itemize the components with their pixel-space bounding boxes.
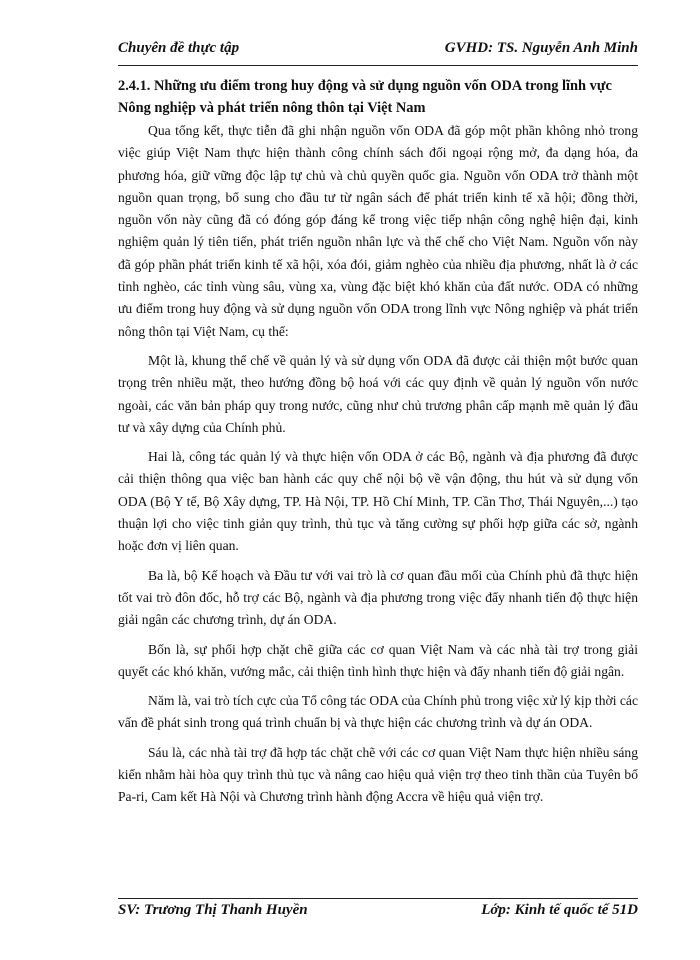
section-body [118,75,638,816]
footer-right: Lớp: Kinh tế quốc tế 51D [481,902,638,918]
paragraph-one: Một là, khung thể chế về quản lý và sử dụng vốn ODA đã được cải thiện một bước quan trọng trên nhiều mặt, theo hướng đồng bộ hoá với các quy định về quản lý nguồn vốn nước ngoài, các văn bản pháp quy trong nước, cũng như chủ trương phân cấp mạnh mẽ quản lý đầu tư và xây dựng của Chính phủ. [118,352,638,435]
paragraph-three: Ba là, bộ Kế hoạch và Đầu tư với vai trò là cơ quan đầu mối của Chính phủ đã thực hiện tốt vai trò đôn đốc, hỗ trợ các Bộ, ngành và địa phương trong việc đẩy nhanh tiến độ thực hiện giải ngân các chương trình, dự án ODA. [118,567,638,628]
page-footer [118,902,638,926]
section-heading: 2.4.1. Những ưu điểm trong huy động và sử dụng nguồn vốn ODA trong lĩnh vực Nông nghiệp và phát triển nông thôn tại Việt Nam [118,78,612,116]
paragraph-six: Sáu là, các nhà tài trợ đã hợp tác chặt chẽ với các cơ quan Việt Nam thực hiện nhiều sáng kiến nhằm hài hòa quy trình thủ tục và nâng cao hiệu quả viện trợ theo tinh thần của Tuyên bố Pa-ri, Cam kết Hà Nội và Chương trình hành động Accra về hiệu quả viện trợ. [118,744,638,805]
paragraph-two: Hai là, công tác quản lý và thực hiện vốn ODA ở các Bộ, ngành và địa phương đã được cải thiện thông qua việc ban hành các quy chế nội bộ về vận động, thu hút và sử dụng vốn ODA (Bộ Y tế, Bộ Xây dựng, TP. Hà Nội, TP. Hồ Chí Minh, TP. Cần Thơ, Thái Nguyên,...) tạo thuận lợi cho việc tinh giản quy trình, thủ tục và tăng cường sự phối hợp giữa các sở, ngành hoặc đơn vị liên quan. [118,449,638,554]
page-header [118,40,638,66]
header-right: GVHD: TS. Nguyễn Anh Minh [444,40,638,56]
footer-rule [118,898,638,899]
footer-left: SV: Trương Thị Thanh Huyền [118,902,308,918]
paragraph-four: Bốn là, sự phối hợp chặt chẽ giữa các cơ quan Việt Nam và các nhà tài trợ trong giải quyết các khó khăn, vướng mắc, cải thiện tình hình thực hiện và đẩy nhanh tiến độ giải ngân. [118,641,638,679]
header-rule [118,65,638,66]
header-left: Chuyên đề thực tập [118,40,240,56]
paragraph-five: Năm là, vai trò tích cực của Tổ công tác ODA của Chính phủ trong việc xử lý kịp thời các vấn đề phát sinh trong quá trình chuẩn bị và thực hiện các chương trình và dự án ODA. [118,693,638,731]
paragraph-intro: Qua tổng kết, thực tiễn đã ghi nhận nguồn vốn ODA đã góp một phần không nhỏ trong việc giúp Việt Nam thực hiện thành công chính sách đối ngoại rộng mở, đa dạng hóa, đa phương hóa, giữ vững độc lập tự chủ và chủ quyền quốc gia. Nguồn vốn ODA trở thành một nguồn quan trọng, bổ sung cho đầu tư từ ngân sách để phát triển kinh tế xã hội; đồng thời, nguồn vốn này cũng đã có đóng góp đáng kể trong việc tiếp nhận công nghệ hiện đại, kinh nghiệm quản lý tiên tiến, phát triển nguồn nhân lực và thể chế cho Việt Nam. Nguồn vốn này đã góp phần phát triển kinh tế xã hội, xóa đói, giảm nghèo của nhiều địa phương, nhất là ở các tỉnh nghèo, các tỉnh vùng sâu, vùng xa, vùng đặc biệt khó khăn của đất nước. ODA có những ưu điểm trong huy động và sử dụng nguồn vốn ODA trong lĩnh vực Nông nghiệp và phát triển nông thôn tại Việt Nam, cụ thể: [118,123,638,339]
